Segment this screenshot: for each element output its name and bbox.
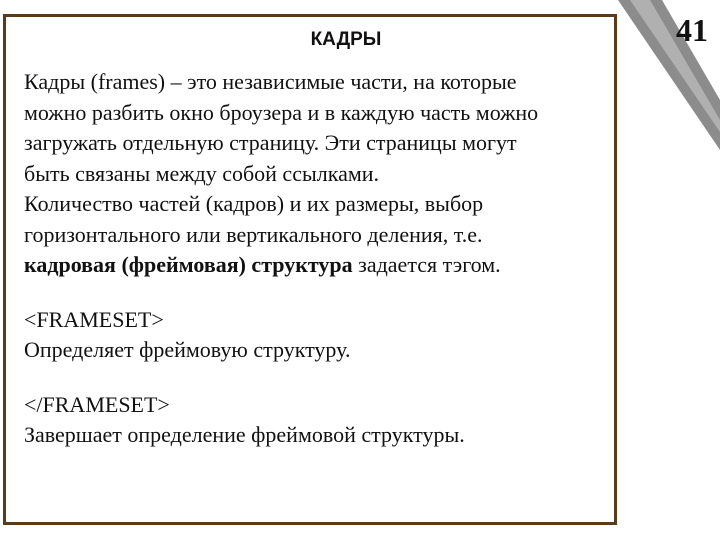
paragraph-gap: [24, 281, 614, 305]
tag-open: <FRAMESET>: [24, 306, 164, 332]
tag-close: </FRAMESET>: [24, 391, 170, 417]
slide-title: КАДРЫ: [310, 29, 382, 50]
text-fragment: задается тэгом.: [352, 252, 501, 277]
slide-frame: [3, 14, 617, 525]
text-line: горизонтального или вертикального деления, т.е.: [24, 221, 483, 247]
text-line: быть связаны между собой ссылками.: [24, 160, 380, 186]
text-line: можно разбить окно броузера и в каждую часть можно: [24, 99, 539, 125]
text-line: Количество частей (кадров) и их размеры, выбор: [24, 191, 484, 216]
paragraph-gap: [24, 366, 614, 390]
text-line: Кадры (frames) – это независимые части, на которые: [24, 69, 517, 94]
bold-term: кадровая (фреймовая) структура: [24, 252, 353, 277]
tag-close-description: Завершает определение фреймовой структуры.: [24, 422, 465, 447]
text-line: загружать отдельную страницу. Эти страницы могут: [24, 130, 517, 155]
page-number: 41: [676, 12, 708, 48]
tag-open-description: Определяет фреймовую структуру.: [24, 337, 351, 362]
text-line: [24, 250, 614, 281]
slide-body: [24, 67, 614, 451]
